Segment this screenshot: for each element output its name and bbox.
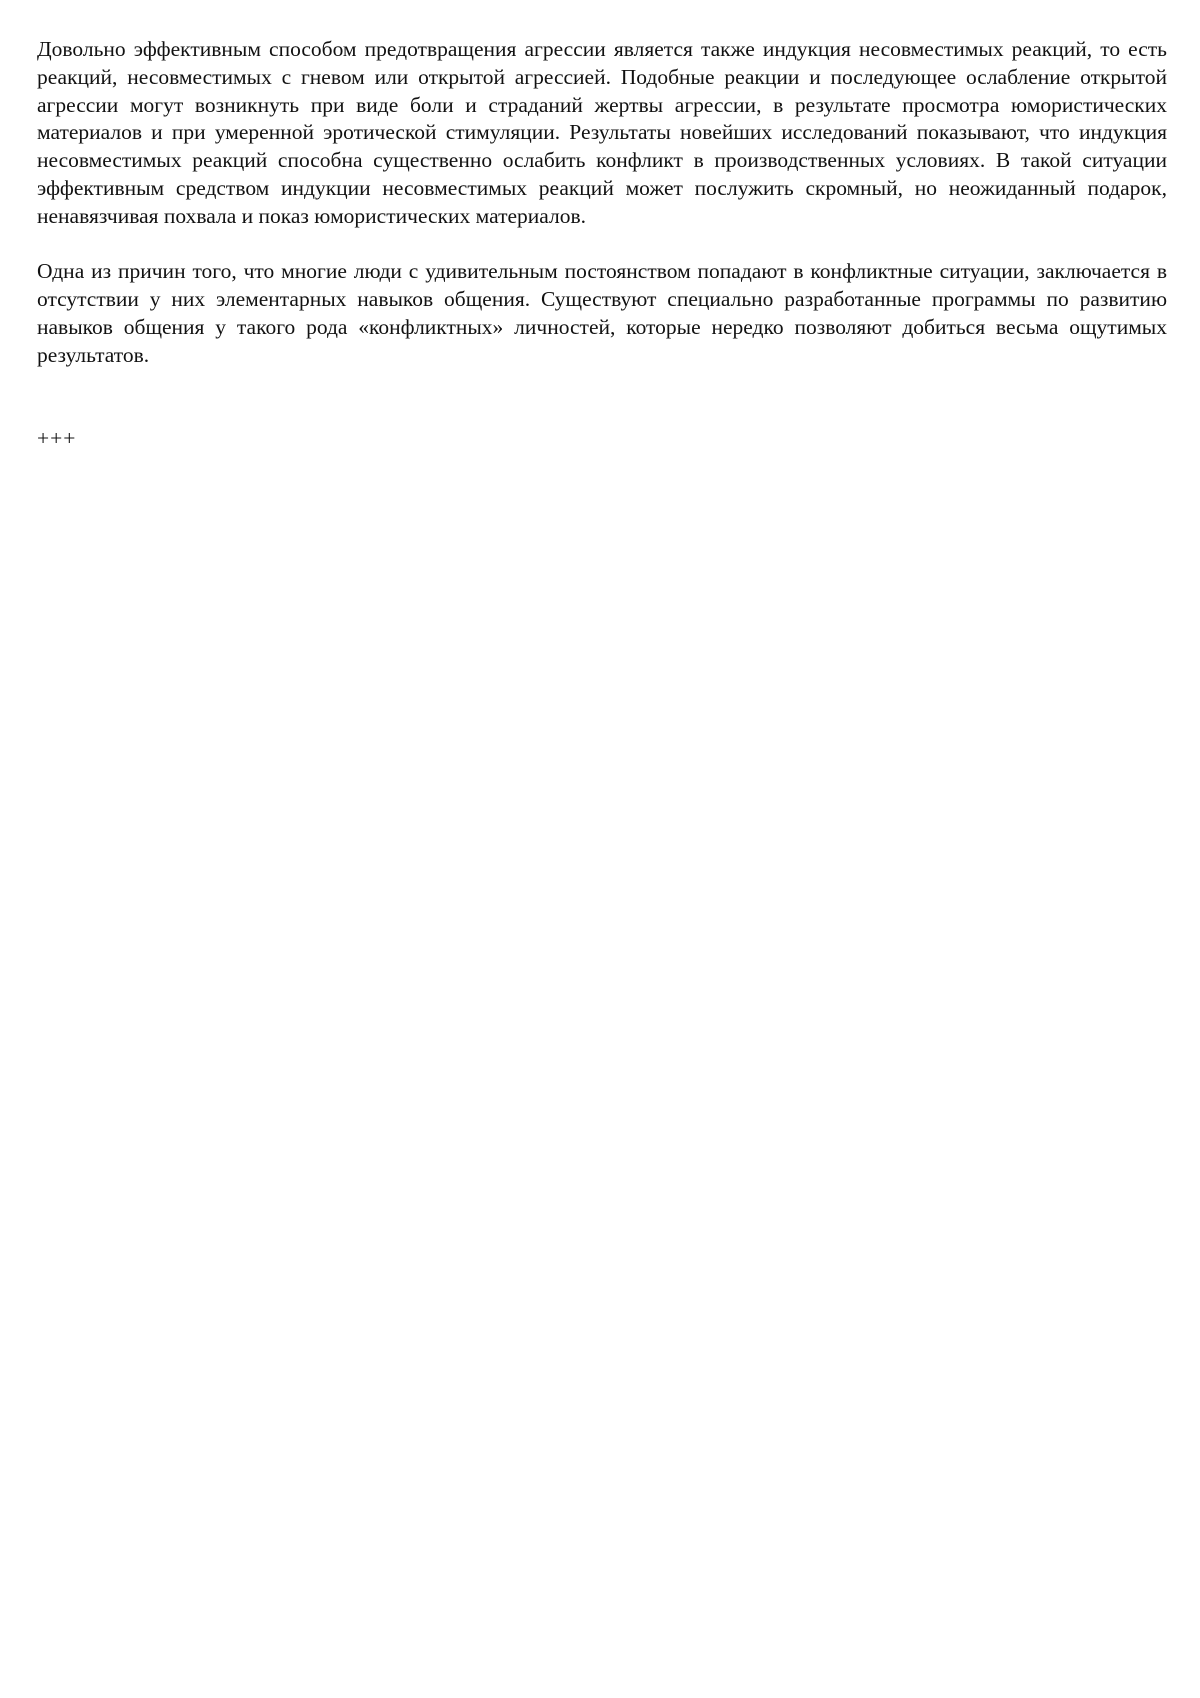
paragraph-incompatible-reactions: Довольно эффективным способом предотвращения агрессии является также индукция несовместимых реакций, то есть реакций, несовместимых с гневом или открытой агрессией. Подобные реакции и последующее ослабление открытой агрессии могут возникнуть при виде боли и страданий жертвы агрессии, в результате просмотра юмористических материалов и при умеренной эротической стимуляции. Результаты новейших исследований показывают, что индукция несовместимых реакций способна существенно ослабить конфликт в производственных условиях. В такой ситуации эффективным средством индукции несовместимых реакций может послужить скромный, но неожиданный подарок, ненавязчивая похвала и показ юмористических материалов. xyxy=(37,37,1167,228)
paragraph-communication-skills: Одна из причин того, что многие люди с удивительным постоянством попадают в конфликтные ситуации, заключается в отсутствии у них элементарных навыков общения. Существуют специально разработанные программы по развитию навыков общения у такого рода «конфликтных» личностей, которые нередко позволяют добиться весьма ощутимых результатов. xyxy=(37,259,1167,367)
section-separator: +++ xyxy=(37,426,77,451)
document-page xyxy=(37,36,1167,453)
